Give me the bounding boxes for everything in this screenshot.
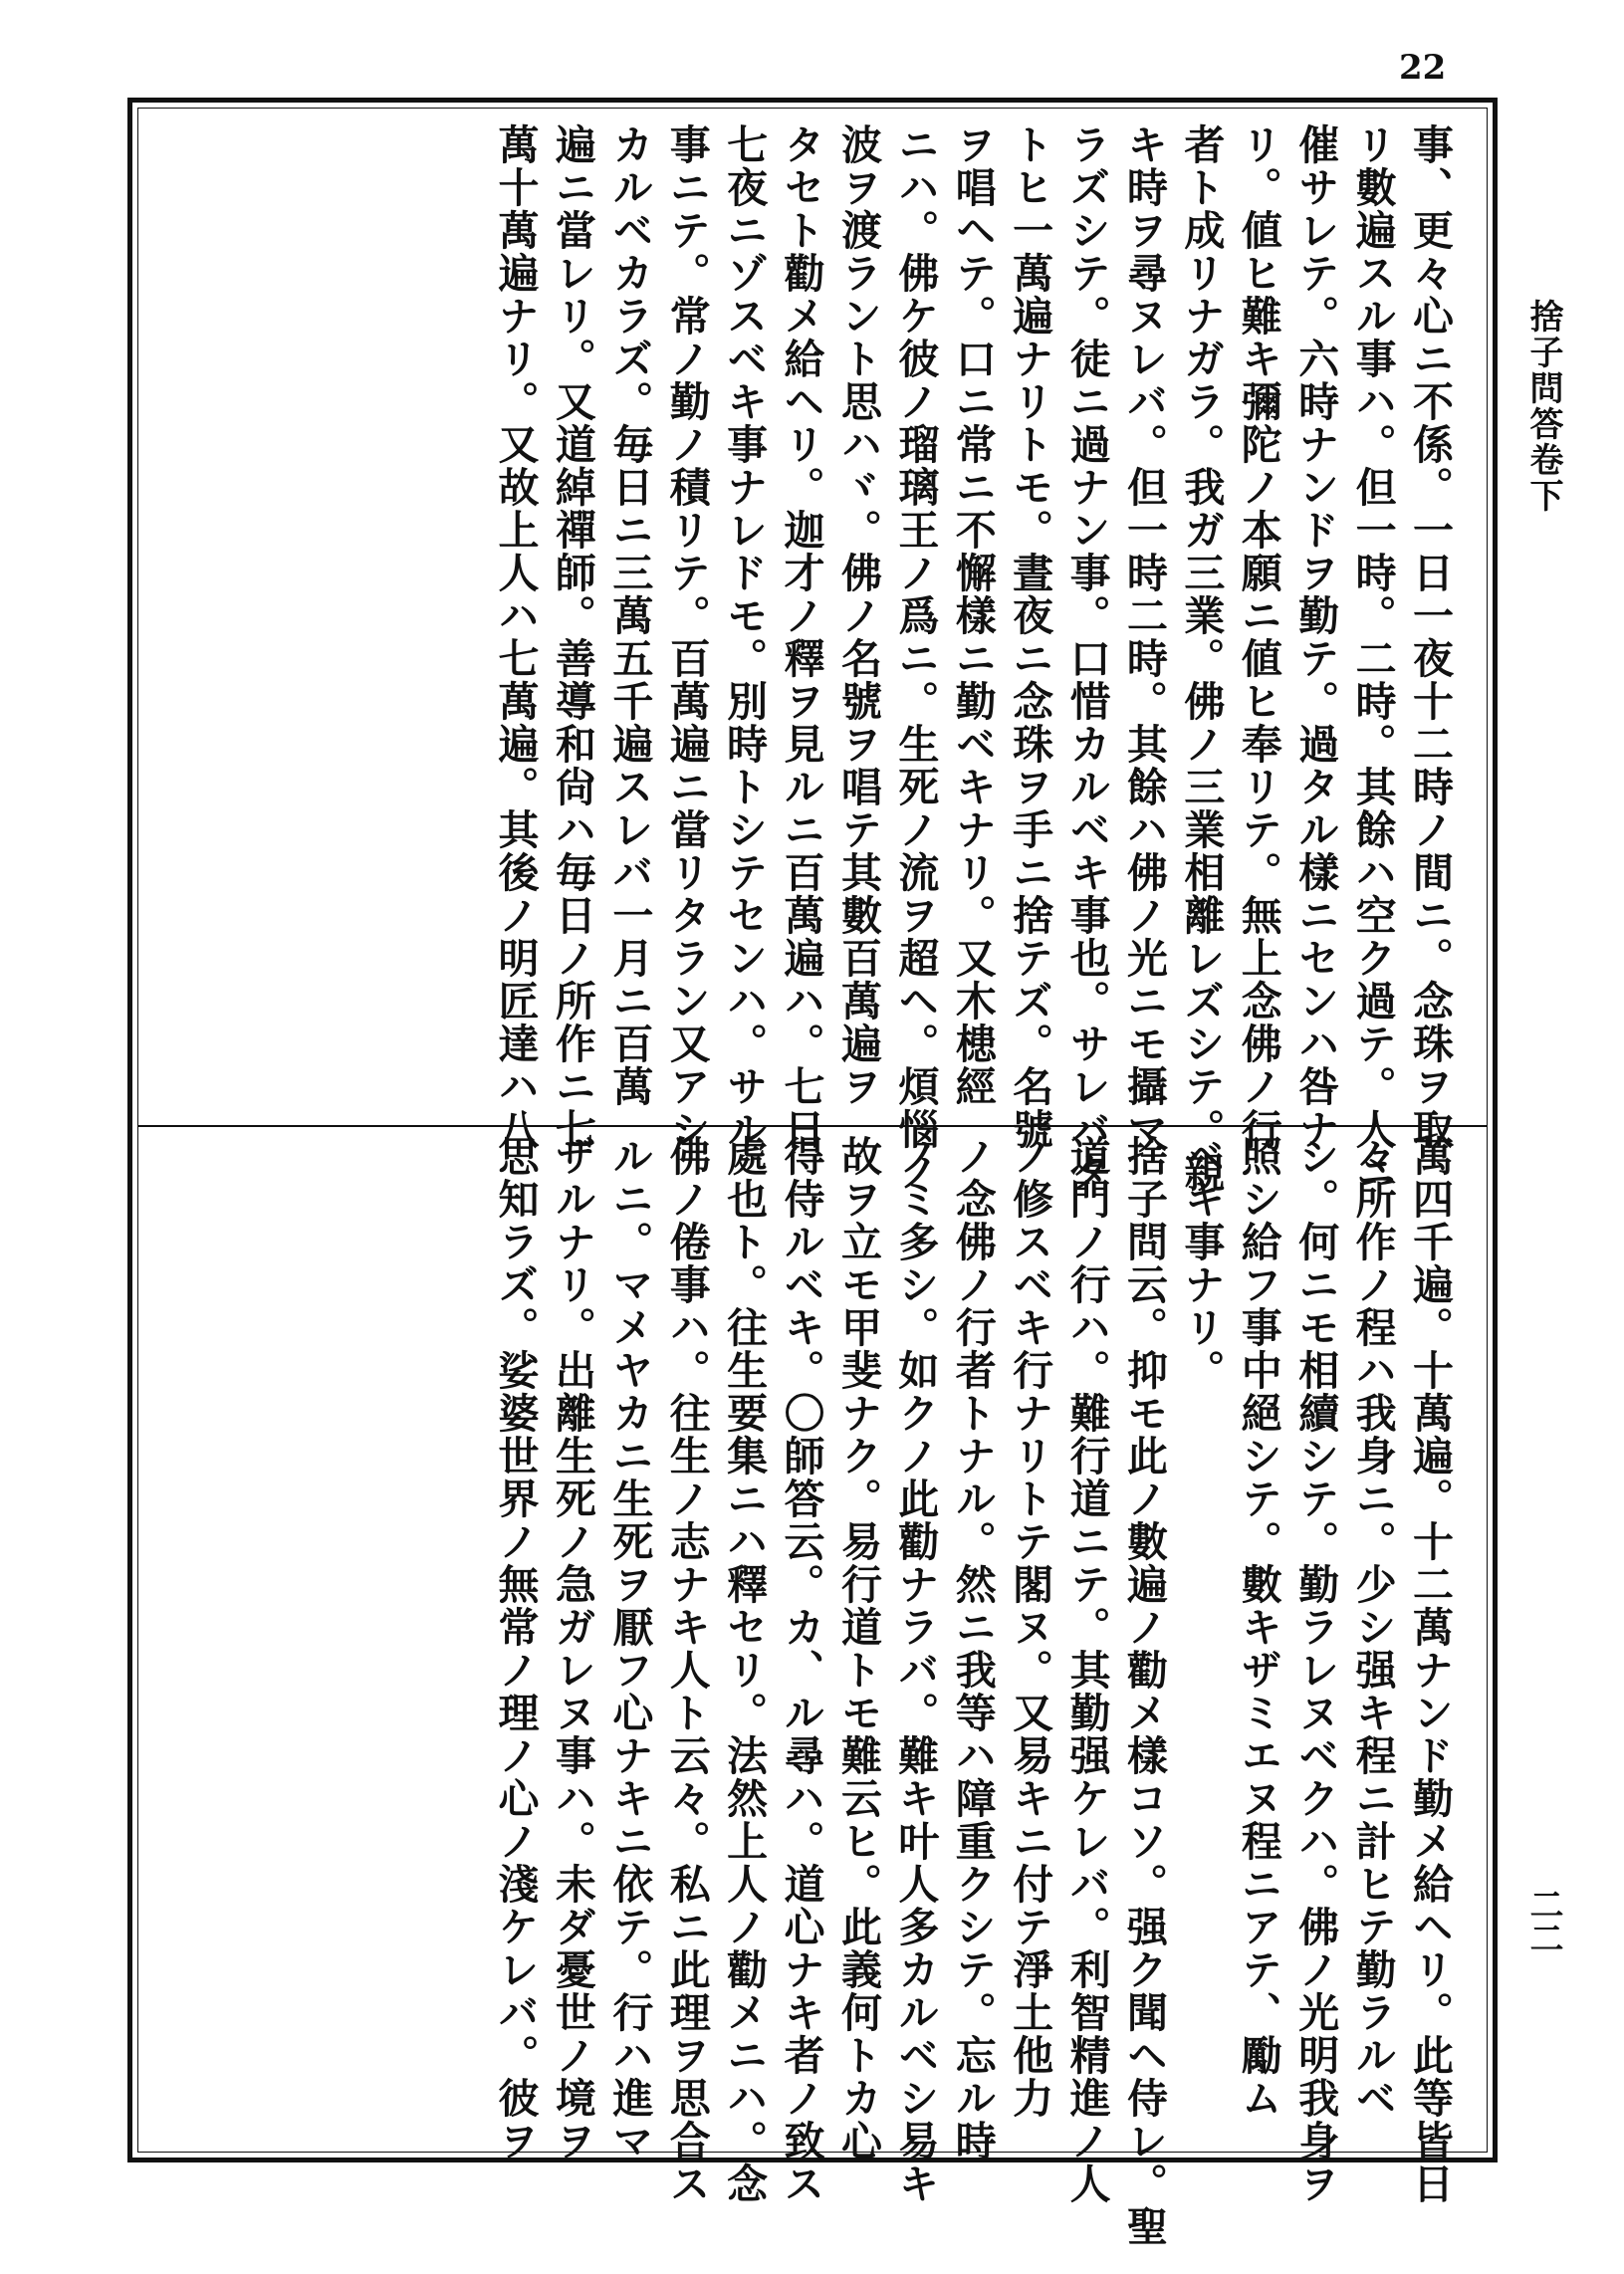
text-column: 波ヲ渡ラント思ハヾ。佛ノ名號ヲ唱テ其數百萬遍ヲ (833, 123, 882, 1108)
text-column: リ數遍スル事ハ。但一時。二時。其餘ハ空ク過テ。人ニ (1348, 123, 1397, 1194)
text-column: 事ニテ。常ノ勤ノ積リテ。百萬遍ニ當リタラン又アシ (662, 123, 711, 1151)
text-column: トヒ一萬遍ナリトモ。晝夜ニ念珠ヲ手ニ捨テズ。名號 (1006, 123, 1054, 1151)
running-title: 捨子問答卷下 (1523, 299, 1563, 514)
text-column: 得侍ルベキ。〇師答云。カ、ル尋ハ。道心ナキ者ノ致ス (777, 1135, 825, 2205)
text-column: タセト勸メ給ヘリ。迦才ノ釋ヲ見ルニ百萬遍ハ。七日 (777, 123, 825, 1151)
text-column: 佛ノ倦事ハ。往生ノ志ナキ人ト云々。私ニ此理ヲ思合ス (662, 1135, 711, 2205)
text-column: カルベカラズ。毎日ニ三萬五千遍スレバ一月ニ百萬 (605, 123, 654, 1108)
text-column: ベキ事ナリ。 (1177, 1135, 1226, 1392)
text-column: 遍ニ當レリ。又道綽禪師。善導和尙ハ毎日ノ所作ニ七 (548, 123, 596, 1151)
text-column: 萬四千遍。十萬遍。十二萬ナンド勤メ給ヘリ。此等皆日 (1406, 1135, 1454, 2205)
text-column: 思知ラズ。娑婆世界ノ無常ノ理ノ心ノ淺ケレバ。彼ヲ (491, 1135, 540, 2162)
text-column: ラズシテ。徒ニ過ナン事。口惜カルベキ事也。サレバタ (1062, 123, 1111, 1194)
text-column: 事、更々心ニ不係。一日一夜十二時ノ間ニ。念珠ヲ取 (1406, 123, 1454, 1151)
text-column: キ時ヲ尋ヌレバ。但一時二時。其餘ハ佛ノ光ニモ攝マ (1119, 123, 1168, 1151)
text-column: シ。何ニモ相續シテ。勤ラレヌベクハ。佛ノ光明我身ヲ (1291, 1135, 1340, 2205)
text-column: 催サレテ。六時ナンドヲ勤テ。過タル樣ニセンハ咎ナ (1291, 123, 1340, 1151)
page-number: 22 (1399, 48, 1447, 88)
text-column: 照シ給フ事中絕シテ。數キザミエヌ程ニアテ、勵ム (1234, 1135, 1282, 2120)
text-column: 道門ノ行ハ。難行道ニテ。其勤强ケレバ。利智精進ノ人 (1062, 1135, 1111, 2205)
text-block-bottom (163, 1135, 1458, 2248)
text-column: 捨子問云。抑モ此ノ數遍ノ勸メ樣コソ。强ク聞ヘ侍レ。聖 (1119, 1135, 1168, 2248)
text-column: ザルナリ。出離生死ノ急ガレヌ事ハ。未ダ憂世ノ境ヲ (548, 1135, 596, 2162)
text-block-top (163, 123, 1458, 1194)
text-column: ノ念佛ノ行者トナル。然ニ我等ハ障重クシテ。忘ル時 (948, 1135, 997, 2162)
text-column: 々所作ノ程ハ我身ニ。少シ强キ程ニ計ヒテ勤ラルベ (1348, 1135, 1397, 2120)
text-column: リ。値ヒ難キ彌陀ノ本願ニ値ヒ奉リテ。無上念佛ノ行 (1234, 123, 1282, 1151)
side-page-number: 二二 (1523, 1887, 1563, 1954)
text-column: 處也ト。往生要集ニハ釋セリ。法然上人ノ勸メニハ。念 (720, 1135, 769, 2205)
text-column: ヲ唱ヘテ。口ニ常ニ不懈樣ニ勤ベキナリ。又木槵經 (948, 123, 997, 1108)
text-column: 故ヲ立モ甲斐ナク。易行道トモ難云ヒ。此義何トカ心 (833, 1135, 882, 2162)
text-column: 七夜ニゾスベキ事ナレドモ。別時トシテセンハ。サル (720, 123, 769, 1151)
text-column: 萬十萬遍ナリ。又故上人ハ七萬遍。其後ノ明匠達ハ八 (491, 123, 540, 1151)
text-column: ニハ。佛ケ彼ノ瑠璃王ノ爲ニ。生死ノ流ヲ超ヘ。煩惱ノ (891, 123, 940, 1194)
text-column: ノミ多シ。如クノ此勸ナラバ。難キ叶人多カルベシ易キ (891, 1135, 940, 2205)
text-column: ノ修スベキ行ナリトテ閣ヌ。又易キニ付テ淨土他力 (1006, 1135, 1054, 2120)
text-column: ルニ。マメヤカニ生死ヲ厭フ心ナキニ依テ。行ハ進マ (605, 1135, 654, 2162)
text-column: 者ト成リナガラ。我ガ三業。佛ノ三業相離レズシテ。親 (1177, 123, 1226, 1194)
